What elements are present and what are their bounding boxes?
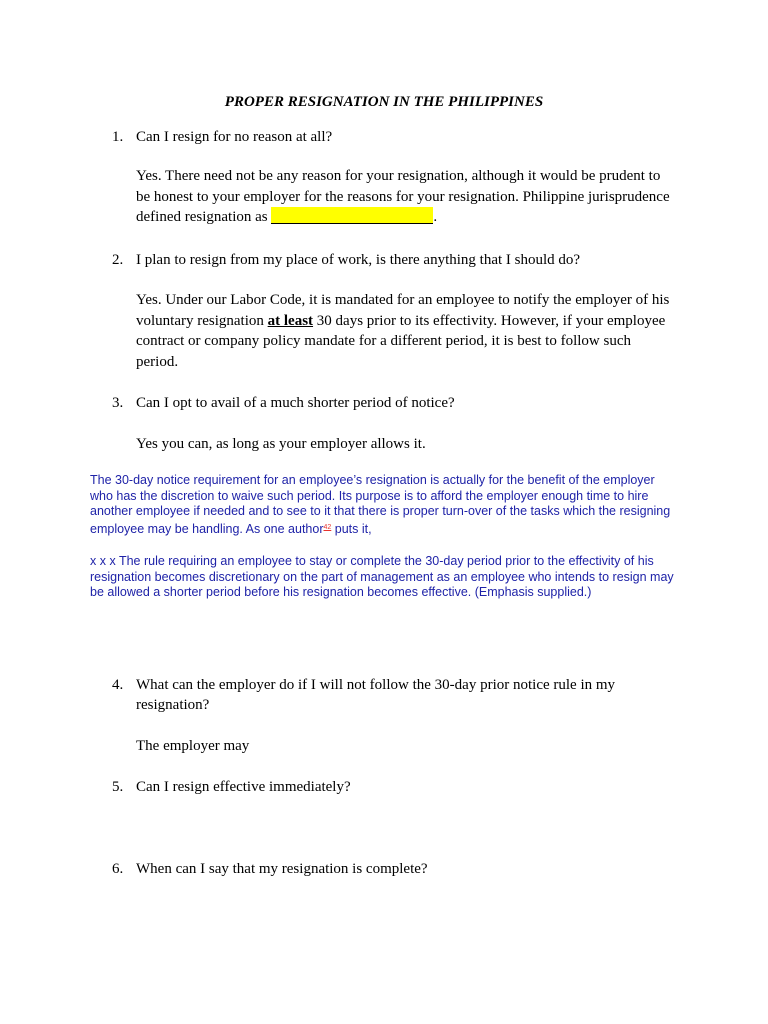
answer-4 xyxy=(136,736,676,757)
document-title: PROPER RESIGNATION IN THE PHILIPPINES xyxy=(224,94,544,110)
answer-text: Yes. There need not be any reason for your resignation, although it would be prudent to be honest to your employer for the reasons for your resignation. Philippine jurisprudence defined resignation as xyxy=(136,168,670,225)
question-number: 2. xyxy=(112,252,124,268)
question-text: Can I resign effective immediately? xyxy=(136,779,351,795)
question-number: 1. xyxy=(112,129,124,145)
quote-text-end: puts it, xyxy=(331,521,372,536)
answer-text-end: . xyxy=(433,209,438,225)
answer-1 xyxy=(136,166,676,228)
question-text: I plan to resign from my place of work, is there anything that I should do? xyxy=(136,252,581,268)
answer-text: The employer may xyxy=(136,738,250,754)
question-text: When can I say that my resignation is complete? xyxy=(136,861,428,877)
question-text: Can I opt to avail of a much shorter period of notice? xyxy=(136,395,455,411)
question-text: What can the employer do if I will not follow the 30-day prior notice rule in my resignation? xyxy=(136,677,616,713)
question-number: 6. xyxy=(112,861,124,877)
highlighted-blank xyxy=(271,207,433,224)
answer-2 xyxy=(136,290,676,372)
footnote-link[interactable]: 42 xyxy=(323,523,332,531)
emphasis-text: at least xyxy=(267,312,314,329)
answer-text: Yes. Under our Labor Code, it is mandated for an employee to notify the employer of his voluntary resignation xyxy=(136,292,670,329)
question-number: 5. xyxy=(112,779,124,795)
answer-text-end: 30 days prior to its effectivity. However, if your employee contract or company policy mandate for a different period, it is best to follow such period. xyxy=(136,312,666,370)
question-number: 4. xyxy=(112,677,124,693)
quoted-passage-1 xyxy=(90,473,680,537)
quote-text: The 30-day notice requirement for an employee’s resignation is actually for the benefit of the employer who has the discretion to waive such period. Its purpose is to afford the employer enough time to hire another employee if needed and to see to it that there is proper turn-over of the tasks which the resigning employee may be handling. As one author xyxy=(90,473,671,536)
question-number: 3. xyxy=(112,395,124,411)
quoted-passage-2: x x x The rule requiring an employee to stay or complete the 30-day period prior to the effectivity of his resignation becomes discretionary on the part of management as an employee who intends to resign may be allowed a shorter period before his resignation becomes effective. (Emphasis supplied.) xyxy=(90,554,674,599)
question-text: Can I resign for no reason at all? xyxy=(136,129,333,145)
answer-3 xyxy=(136,434,676,455)
answer-text: Yes you can, as long as your employer allows it. xyxy=(136,436,426,452)
